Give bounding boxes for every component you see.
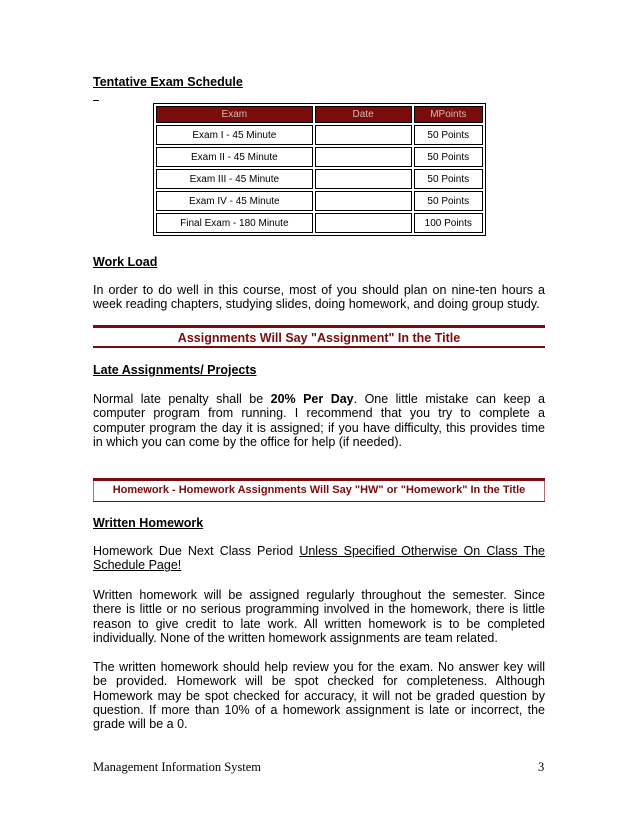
points-cell: 100 Points <box>414 213 483 233</box>
homework-due-text <box>93 544 545 573</box>
table-row <box>156 125 483 145</box>
work-load-heading: Work Load <box>93 255 158 269</box>
exam-cell: Exam I - 45 Minute <box>156 125 313 145</box>
exam-cell: Exam IV - 45 Minute <box>156 191 313 211</box>
homework-banner <box>93 478 545 502</box>
heading-mark <box>93 100 99 101</box>
banner-top-rule <box>93 325 545 328</box>
written-homework-review-para: The written homework should help review you for the exam. No answer key will be provided. Homework will be spot checked for completeness. Although Homework may be spot checked for accuracy, it will not be graded question by question. If more than 10% of a homework assignment is late or incorrect, the grade will be a 0. <box>93 660 545 732</box>
date-cell <box>315 125 412 145</box>
exam-table <box>153 103 486 236</box>
points-cell: 50 Points <box>414 125 483 145</box>
homework-banner-text: Homework - Homework Assignments Will Say "HW" or "Homework" In the Title <box>112 484 526 496</box>
exam-cell: Exam III - 45 Minute <box>156 169 313 189</box>
column-header-exam: Exam <box>156 106 313 123</box>
late-penalty-value: 20% Per Day <box>270 392 354 406</box>
late-assignments-heading: Late Assignments/ Projects <box>93 363 257 377</box>
date-cell <box>315 169 412 189</box>
written-homework-heading: Written Homework <box>93 516 204 530</box>
late-text-end: . One little mistake can keep a computer program from running. I recommend that you try to complete a computer program the day it is assigned; if you have difficulty, this provides time in which you can come by the office for help (if needed). <box>93 392 545 449</box>
assignments-banner: Assignments Will Say "Assignment" In the Title <box>177 331 461 345</box>
due-prefix: Homework Due Next Class Period <box>93 544 300 558</box>
footer-title: Management Information System <box>93 760 262 774</box>
table-header-row <box>156 106 483 123</box>
date-cell <box>315 213 412 233</box>
banner-bottom-rule <box>93 346 545 348</box>
date-cell <box>315 191 412 211</box>
written-homework-para: Written homework will be assigned regularly throughout the semester. Since there is little or no serious programming involved in the homework, there is little reason to give credit to late work. All written homework is to be completed individually. None of the written homework assignments are team related. <box>93 588 545 645</box>
points-cell: 50 Points <box>414 191 483 211</box>
points-cell: 50 Points <box>414 147 483 167</box>
table-row <box>156 213 483 233</box>
exam-cell: Final Exam - 180 Minute <box>156 213 313 233</box>
late-assignments-text <box>93 392 545 449</box>
table-row <box>156 191 483 211</box>
points-cell: 50 Points <box>414 169 483 189</box>
exam-schedule-heading: Tentative Exam Schedule <box>93 75 243 89</box>
date-cell <box>315 147 412 167</box>
table-row <box>156 169 483 189</box>
exam-cell: Exam II - 45 Minute <box>156 147 313 167</box>
column-header-date: Date <box>315 106 412 123</box>
column-header-points: MPoints <box>414 106 483 123</box>
due-emphasis: Unless Specified Otherwise On Class The Schedule Page! <box>93 544 545 573</box>
late-text-start: Normal late penalty shall be <box>93 392 271 406</box>
table-row <box>156 147 483 167</box>
work-load-text: In order to do well in this course, most of you should plan on nine-ten hours a week reading chapters, studying slides, doing homework, and doing group study. <box>93 283 545 312</box>
page-number: 3 <box>538 760 545 774</box>
